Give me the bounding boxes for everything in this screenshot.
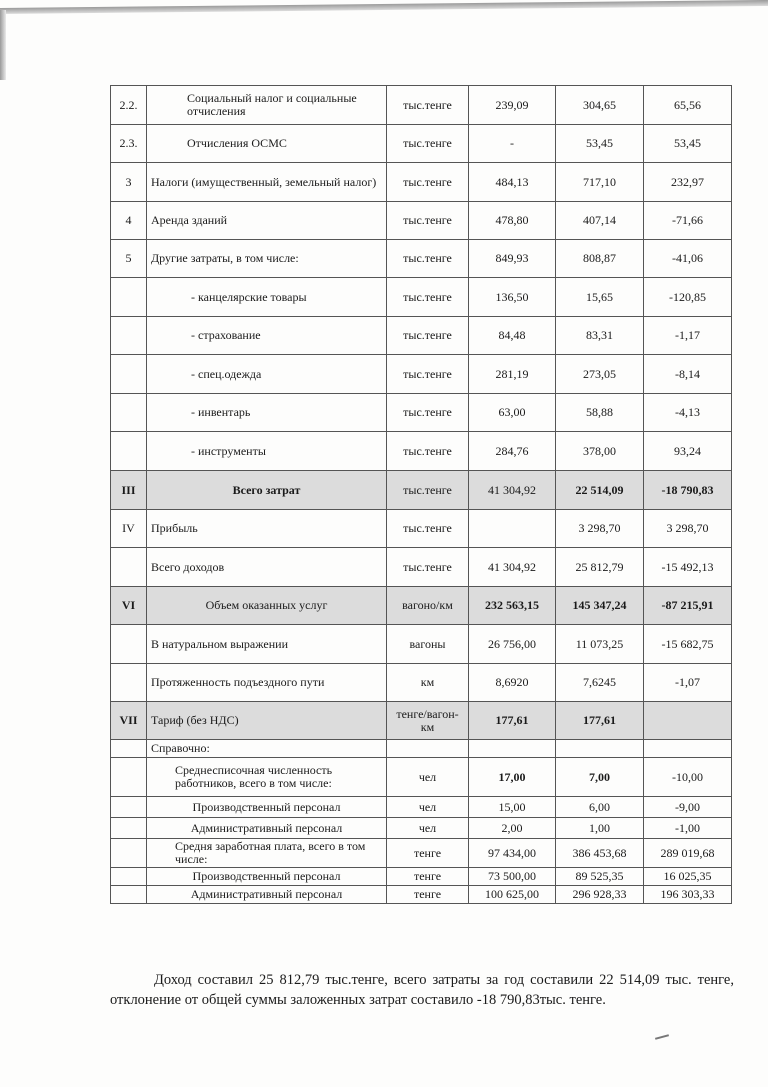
row-plan-value: 284,76 [469, 432, 556, 471]
row-actual-value: 89 525,35 [556, 868, 644, 886]
row-name: Среднесписочная численность работников, всего в том числе: [147, 758, 387, 797]
row-unit: тыс.тенге [387, 163, 469, 202]
row-actual-value: 808,87 [556, 240, 644, 278]
row-deviation-value: -1,17 [644, 317, 732, 355]
row-name: Производственный персонал [147, 868, 387, 886]
row-actual-value: 304,65 [556, 86, 644, 125]
row-name: Всего доходов [147, 548, 387, 587]
row-name: Другие затраты, в том числе: [147, 240, 387, 278]
row-plan-value: 73 500,00 [469, 868, 556, 886]
row-plan-value: 239,09 [469, 86, 556, 125]
table-row [111, 202, 732, 240]
row-number [111, 664, 147, 702]
row-unit: тыс.тенге [387, 240, 469, 278]
row-plan-value: 849,93 [469, 240, 556, 278]
row-unit: тыс.тенге [387, 548, 469, 587]
row-actual-value: 386 453,68 [556, 839, 644, 868]
row-actual-value: 7,00 [556, 758, 644, 797]
row-unit: тыс.тенге [387, 317, 469, 355]
row-unit: тыс.тенге [387, 510, 469, 548]
row-name: Административный персонал [147, 886, 387, 904]
row-actual-value: 273,05 [556, 355, 644, 394]
row-number: 2.3. [111, 125, 147, 163]
row-plan-value: 100 625,00 [469, 886, 556, 904]
row-unit: тыс.тенге [387, 394, 469, 432]
row-deviation-value: -1,00 [644, 818, 732, 839]
row-plan-value: 15,00 [469, 797, 556, 818]
table-row [111, 818, 732, 839]
row-actual-value: 58,88 [556, 394, 644, 432]
row-actual-value: 378,00 [556, 432, 644, 471]
row-number: 4 [111, 202, 147, 240]
row-actual-value: 296 928,33 [556, 886, 644, 904]
scan-edge-left [0, 10, 6, 80]
row-deviation-value: -10,00 [644, 758, 732, 797]
table-row [111, 86, 732, 125]
row-unit: чел [387, 758, 469, 797]
row-actual-value: 53,45 [556, 125, 644, 163]
row-unit: тыс.тенге [387, 278, 469, 317]
row-name: Налоги (имущественный, земельный налог) [147, 163, 387, 202]
table-row [111, 664, 732, 702]
row-name: Объем оказанных услуг [147, 587, 387, 625]
table-row [111, 886, 732, 904]
row-name: Справочно: [147, 740, 387, 758]
row-unit: тыс.тенге [387, 86, 469, 125]
row-unit: чел [387, 818, 469, 839]
row-deviation-value: 289 019,68 [644, 839, 732, 868]
row-unit: тенге/вагон-км [387, 702, 469, 740]
table-row [111, 278, 732, 317]
row-unit: тыс.тенге [387, 471, 469, 510]
row-deviation-value: 196 303,33 [644, 886, 732, 904]
row-deviation-value: 3 298,70 [644, 510, 732, 548]
row-unit: тыс.тенге [387, 355, 469, 394]
row-number [111, 868, 147, 886]
row-plan-value: 8,6920 [469, 664, 556, 702]
scan-edge-top [0, 0, 768, 14]
table-row-tariff [111, 702, 732, 740]
row-actual-value: 7,6245 [556, 664, 644, 702]
row-number [111, 818, 147, 839]
row-deviation-value: -120,85 [644, 278, 732, 317]
row-plan-value: 63,00 [469, 394, 556, 432]
row-unit: тенге [387, 886, 469, 904]
row-plan-value: - [469, 125, 556, 163]
row-name: - страхование [147, 317, 387, 355]
row-number [111, 432, 147, 471]
table-row [111, 317, 732, 355]
row-plan-value: 41 304,92 [469, 548, 556, 587]
row-actual-value [556, 740, 644, 758]
row-unit: тенге [387, 868, 469, 886]
row-number: VI [111, 587, 147, 625]
row-actual-value: 6,00 [556, 797, 644, 818]
table-row-services-volume [111, 587, 732, 625]
table-row [111, 394, 732, 432]
row-plan-value: 84,48 [469, 317, 556, 355]
row-plan-value [469, 510, 556, 548]
row-deviation-value: -1,07 [644, 664, 732, 702]
row-name: Социальный налог и социальные отчисления [147, 86, 387, 125]
row-name: - спец.одежда [147, 355, 387, 394]
row-deviation-value: 53,45 [644, 125, 732, 163]
row-number [111, 886, 147, 904]
row-unit: вагоны [387, 625, 469, 664]
row-number [111, 740, 147, 758]
row-plan-value: 136,50 [469, 278, 556, 317]
row-number [111, 278, 147, 317]
row-actual-value: 1,00 [556, 818, 644, 839]
row-unit: км [387, 664, 469, 702]
row-actual-value: 3 298,70 [556, 510, 644, 548]
row-name: - канцелярские товары [147, 278, 387, 317]
row-actual-value: 145 347,24 [556, 587, 644, 625]
row-number [111, 797, 147, 818]
row-name: Административный персонал [147, 818, 387, 839]
row-number [111, 317, 147, 355]
row-deviation-value: -15 682,75 [644, 625, 732, 664]
table-row [111, 625, 732, 664]
row-name: Всего затрат [147, 471, 387, 510]
summary-paragraph: Доход составил 25 812,79 тыс.тенге, всего затраты за год составили 22 514,09 тыс. тенге, отклонение от общей суммы заложенных затрат составило -18 790,83тыс. тенге. [110, 971, 734, 1008]
table-row [111, 548, 732, 587]
row-number: 2.2. [111, 86, 147, 125]
row-number [111, 839, 147, 868]
row-name: Производственный персонал [147, 797, 387, 818]
table-row [111, 163, 732, 202]
row-plan-value: 478,80 [469, 202, 556, 240]
row-unit: тыс.тенге [387, 125, 469, 163]
table-row [111, 758, 732, 797]
row-deviation-value: -18 790,83 [644, 471, 732, 510]
row-number [111, 355, 147, 394]
row-deviation-value: 65,56 [644, 86, 732, 125]
row-actual-value: 22 514,09 [556, 471, 644, 510]
row-deviation-value: 16 025,35 [644, 868, 732, 886]
row-unit: тыс.тенге [387, 432, 469, 471]
table-row [111, 432, 732, 471]
row-plan-value: 41 304,92 [469, 471, 556, 510]
row-name: - инвентарь [147, 394, 387, 432]
table-row [111, 355, 732, 394]
row-deviation-value: -4,13 [644, 394, 732, 432]
table-row [111, 240, 732, 278]
table-row [111, 839, 732, 868]
row-actual-value: 11 073,25 [556, 625, 644, 664]
row-name: Отчисления ОСМС [147, 125, 387, 163]
row-number: 5 [111, 240, 147, 278]
row-number: III [111, 471, 147, 510]
cost-table [110, 85, 732, 904]
table-row [111, 868, 732, 886]
table-row-total-costs [111, 471, 732, 510]
row-number [111, 625, 147, 664]
row-actual-value: 25 812,79 [556, 548, 644, 587]
row-deviation-value: -87 215,91 [644, 587, 732, 625]
row-name: Средня заработная плата, всего в том числе: [147, 839, 387, 868]
row-number [111, 548, 147, 587]
row-name: - инструменты [147, 432, 387, 471]
row-number: VII [111, 702, 147, 740]
row-deviation-value [644, 740, 732, 758]
row-plan-value: 97 434,00 [469, 839, 556, 868]
row-deviation-value: -71,66 [644, 202, 732, 240]
pen-mark [655, 1034, 669, 1040]
row-name: Тариф (без НДС) [147, 702, 387, 740]
row-unit: тенге [387, 839, 469, 868]
row-name: Протяженность подъездного пути [147, 664, 387, 702]
row-number [111, 394, 147, 432]
row-plan-value [469, 740, 556, 758]
row-deviation-value: -8,14 [644, 355, 732, 394]
row-number [111, 758, 147, 797]
row-plan-value: 281,19 [469, 355, 556, 394]
table-row [111, 797, 732, 818]
row-plan-value: 484,13 [469, 163, 556, 202]
row-unit: тыс.тенге [387, 202, 469, 240]
row-actual-value: 407,14 [556, 202, 644, 240]
row-deviation-value: 232,97 [644, 163, 732, 202]
row-deviation-value: -9,00 [644, 797, 732, 818]
row-actual-value: 15,65 [556, 278, 644, 317]
row-actual-value: 177,61 [556, 702, 644, 740]
row-unit: вагоно/км [387, 587, 469, 625]
row-name: Прибыль [147, 510, 387, 548]
row-name: В натуральном выражении [147, 625, 387, 664]
row-deviation-value: -41,06 [644, 240, 732, 278]
row-plan-value: 232 563,15 [469, 587, 556, 625]
row-deviation-value: -15 492,13 [644, 548, 732, 587]
table-row-reference [111, 740, 732, 758]
row-plan-value: 26 756,00 [469, 625, 556, 664]
row-number: 3 [111, 163, 147, 202]
row-deviation-value [644, 702, 732, 740]
row-deviation-value: 93,24 [644, 432, 732, 471]
row-unit [387, 740, 469, 758]
row-name: Аренда зданий [147, 202, 387, 240]
row-plan-value: 177,61 [469, 702, 556, 740]
table-row [111, 125, 732, 163]
row-number: IV [111, 510, 147, 548]
table-row [111, 510, 732, 548]
row-plan-value: 17,00 [469, 758, 556, 797]
row-unit: чел [387, 797, 469, 818]
row-actual-value: 83,31 [556, 317, 644, 355]
row-plan-value: 2,00 [469, 818, 556, 839]
row-actual-value: 717,10 [556, 163, 644, 202]
